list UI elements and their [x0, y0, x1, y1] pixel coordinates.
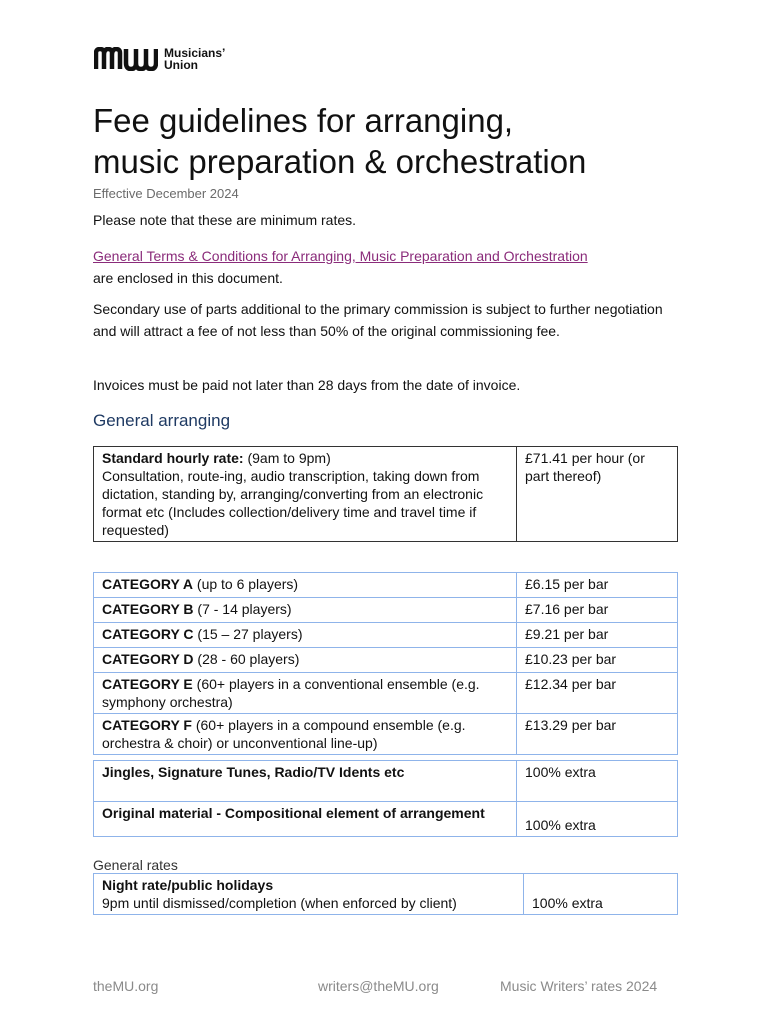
musicians-union-logo	[94, 47, 225, 71]
footer-email[interactable]: writers@theMU.org	[318, 978, 439, 994]
night-rate-cell	[94, 874, 524, 915]
jingles-rate: 100% extra	[517, 761, 678, 802]
original-material-label-cell	[94, 802, 517, 837]
jingles-label-cell	[94, 761, 517, 802]
category-rate: £10.23 per bar	[517, 648, 678, 673]
category-name: CATEGORY F	[102, 717, 192, 733]
mu-logo-icon	[94, 47, 158, 71]
terms-paragraph	[93, 245, 678, 289]
category-row	[94, 648, 678, 673]
category-rate: £7.16 per bar	[517, 598, 678, 623]
category-row	[94, 673, 678, 714]
category-detail: (60+ players in a conventional ensemble (e.g. symphony orchestra)	[102, 676, 480, 710]
logo-wordmark	[164, 47, 225, 71]
category-detail: (15 – 27 players)	[193, 626, 303, 642]
category-row	[94, 714, 678, 755]
logo-line-1: Musicians’	[164, 46, 226, 60]
category-label-cell	[94, 573, 517, 598]
category-row	[94, 623, 678, 648]
general-arranging-heading: General arranging	[93, 411, 231, 430]
category-detail: (7 - 14 players)	[193, 601, 292, 617]
night-rate-description: 9pm until dismissed/completion (when enforced by client)	[102, 895, 457, 911]
standard-rate-label: Standard hourly rate:	[102, 450, 244, 466]
night-rate-label: Night rate/public holidays	[102, 877, 274, 893]
extras-table	[93, 760, 678, 837]
category-label-cell	[94, 673, 517, 714]
standard-rate-description: Consultation, route-ing, audio transcription, taking down from dictation, standing by, arranging/converting from an electronic format etc (Includes collection/delivery time and travel time if requested)	[102, 468, 484, 538]
table-row	[94, 874, 678, 915]
standard-rate-table	[93, 446, 678, 542]
category-rate: £12.34 per bar	[517, 673, 678, 714]
category-label-cell	[94, 623, 517, 648]
category-name: CATEGORY C	[102, 626, 194, 642]
category-label-cell	[94, 598, 517, 623]
invoices-paragraph: Invoices must be paid not later than 28 days from the date of invoice.	[93, 377, 521, 393]
footer-site[interactable]: theMU.org	[93, 978, 159, 994]
category-detail: (28 - 60 players)	[193, 651, 300, 667]
page-title	[93, 100, 713, 182]
category-detail: (up to 6 players)	[193, 576, 299, 592]
original-material-rate: 100% extra	[517, 802, 678, 837]
table-row	[94, 761, 678, 802]
terms-link[interactable]: General Terms & Conditions for Arranging, Music Preparation and Orchestration	[93, 248, 588, 264]
category-name: CATEGORY A	[102, 576, 194, 592]
category-row	[94, 573, 678, 598]
effective-date: Effective December 2024	[93, 186, 239, 201]
general-rates-heading: General rates	[93, 857, 178, 873]
category-name: CATEGORY B	[102, 601, 194, 617]
original-material-label: Original material - Compositional element of arrangement	[102, 805, 485, 821]
standard-rate-value: £71.41 per hour (or part thereof)	[517, 447, 678, 542]
category-label-cell	[94, 714, 517, 755]
general-rates-table	[93, 873, 678, 915]
table-row	[94, 802, 678, 837]
minimum-rates-note: Please note that these are minimum rates.	[93, 212, 357, 228]
footer-doc-title: Music Writers’ rates 2024	[500, 978, 658, 994]
standard-rate-hours: (9am to 9pm)	[243, 450, 331, 466]
category-rate: £13.29 per bar	[517, 714, 678, 755]
category-detail: (60+ players in a compound ensemble (e.g. orchestra & choir) or unconventional line-up)	[102, 717, 466, 751]
terms-suffix: are enclosed in this document.	[93, 270, 283, 286]
title-line-1: Fee guidelines for arranging,	[93, 102, 514, 139]
night-rate-value: 100% extra	[524, 874, 678, 915]
standard-rate-description-cell	[94, 447, 517, 542]
category-row	[94, 598, 678, 623]
logo-line-2: Union	[164, 58, 198, 72]
category-table	[93, 572, 678, 755]
table-row	[94, 447, 678, 542]
jingles-label: Jingles, Signature Tunes, Radio/TV Idents etc	[102, 764, 405, 780]
category-rate: £9.21 per bar	[517, 623, 678, 648]
category-rate: £6.15 per bar	[517, 573, 678, 598]
category-label-cell	[94, 648, 517, 673]
category-name: CATEGORY E	[102, 676, 193, 692]
secondary-use-paragraph: Secondary use of parts additional to the primary commission is subject to further negotiation and will attract a fee of not less than 50% of the original commissioning fee.	[93, 301, 663, 339]
category-name: CATEGORY D	[102, 651, 194, 667]
title-line-2: music preparation & orchestration	[93, 143, 587, 180]
